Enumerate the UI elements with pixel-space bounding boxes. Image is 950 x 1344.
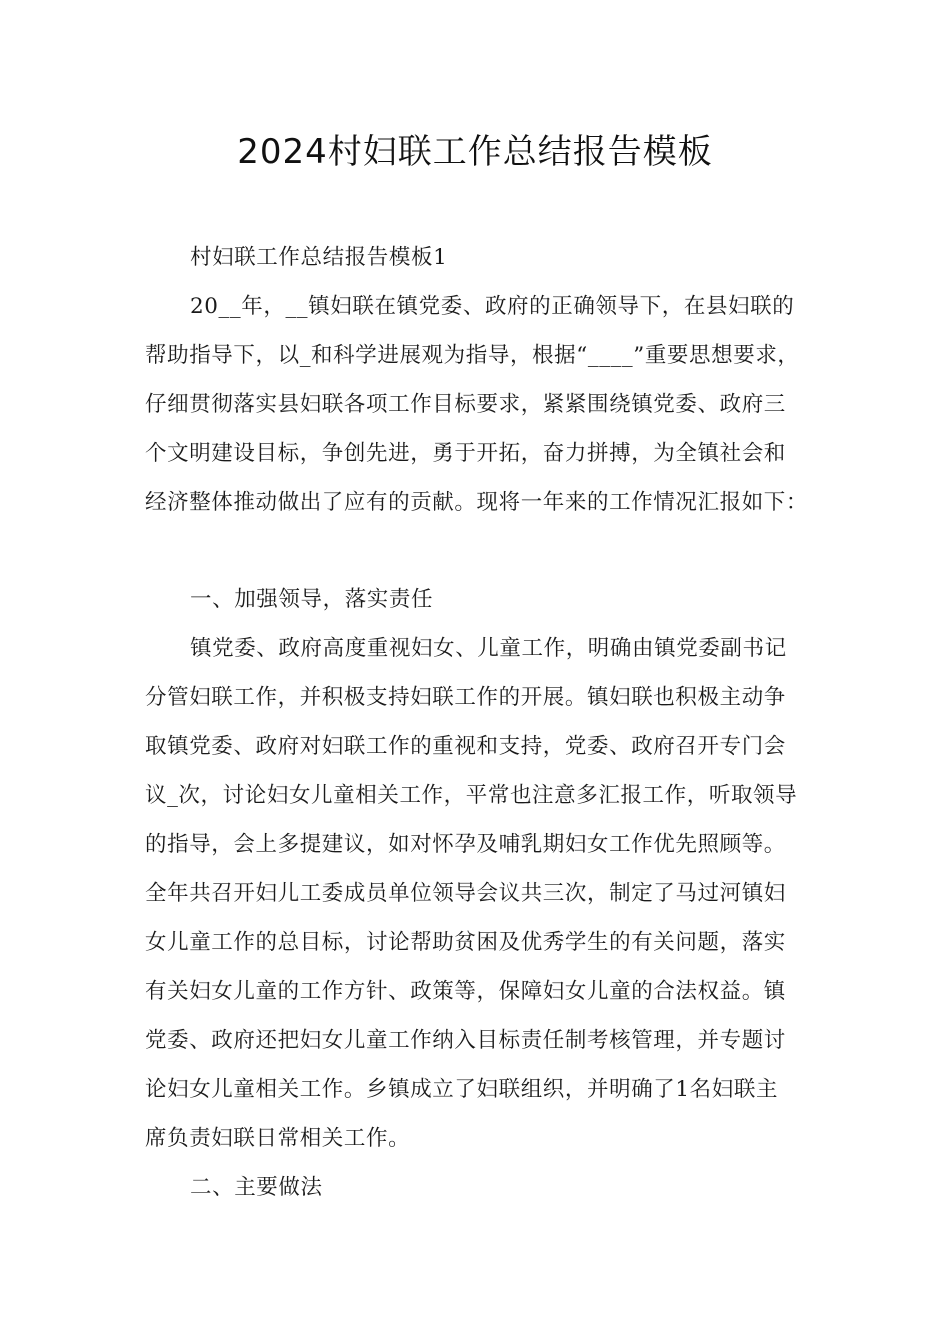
paragraph-line: 仔细贯彻落实县妇联各项工作目标要求，紧紧围绕镇党委、政府三 <box>145 392 786 417</box>
paragraph-line: 议_次，讨论妇女儿童相关工作，平常也注意多汇报工作，听取领导 <box>145 783 798 808</box>
paragraph-line: 取镇党委、政府对妇联工作的重视和支持，党委、政府召开专门会 <box>145 734 786 759</box>
paragraph-line: 有关妇女儿童的工作方针、政策等，保障妇女儿童的合法权益。镇 <box>145 979 786 1004</box>
document-body-section1 <box>145 575 835 1212</box>
paragraph-line: 帮助指导下，以_和科学进展观为指导，根据“____”重要思想要求， <box>145 343 800 368</box>
paragraph-line: 经济整体推动做出了应有的贡献。现将一年来的工作情况汇报如下： <box>145 490 809 515</box>
paragraph-line: 席负责妇联日常相关工作。 <box>145 1126 411 1151</box>
paragraph-line: 镇党委、政府高度重视妇女、儿童工作，明确由镇党委副书记 <box>190 636 787 661</box>
section-heading: 一、加强领导，落实责任 <box>190 587 434 612</box>
document-body-intro <box>145 233 835 527</box>
paragraph-line: 分管妇联工作，并积极支持妇联工作的开展。镇妇联也积极主动争 <box>145 685 786 710</box>
paragraph-line: 20__年，__镇妇联在镇党委、政府的正确领导下，在县妇联的 <box>190 294 795 319</box>
paragraph-line: 党委、政府还把妇女儿童工作纳入目标责任制考核管理，并专题讨 <box>145 1028 786 1053</box>
paragraph-line: 个文明建设目标，争创先进，勇于开拓，奋力拼搏，为全镇社会和 <box>145 441 786 466</box>
paragraph-line: 女儿童工作的总目标，讨论帮助贫困及优秀学生的有关问题，落实 <box>145 930 786 955</box>
section-heading: 二、主要做法 <box>190 1175 323 1200</box>
paragraph-line: 全年共召开妇儿工委成员单位领导会议共三次，制定了马过河镇妇 <box>145 881 786 906</box>
subtitle: 村妇联工作总结报告模板1 <box>190 245 448 270</box>
paragraph-line: 论妇女儿童相关工作。乡镇成立了妇联组织，并明确了1名妇联主 <box>145 1077 779 1102</box>
document-title: 2024村妇联工作总结报告模板 <box>237 132 713 172</box>
paragraph-line: 的指导，会上多提建议，如对怀孕及哺乳期妇女工作优先照顾等。 <box>145 832 786 857</box>
